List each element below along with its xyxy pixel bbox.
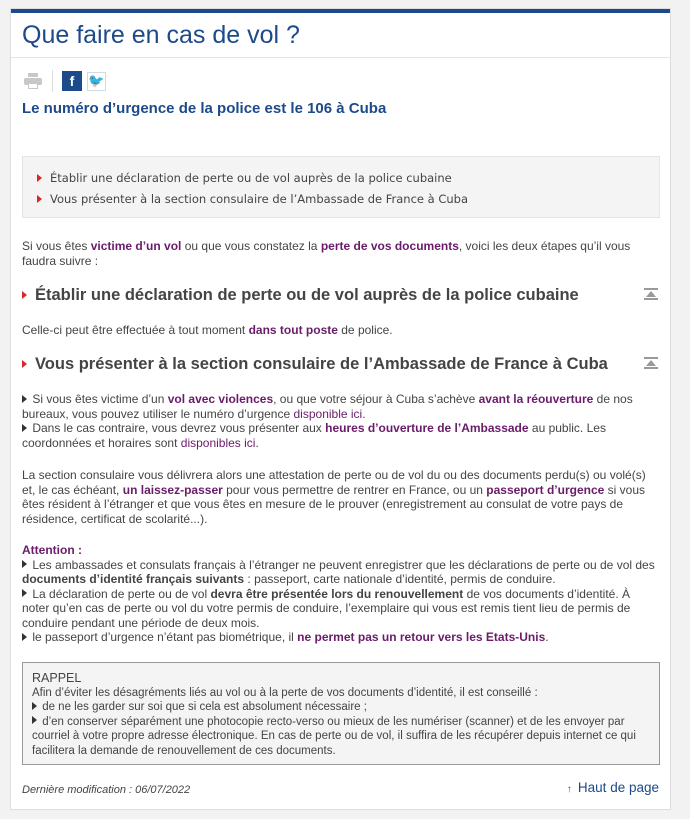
arrow-right-icon bbox=[37, 195, 42, 203]
text: de ne les garder sur soi que si cela est absolument nécessaire ; bbox=[39, 701, 367, 713]
bullet-icon bbox=[22, 395, 27, 403]
text: . bbox=[545, 630, 549, 644]
reminder-title: RAPPEL bbox=[32, 671, 82, 685]
link-violent-theft[interactable]: vol avec violences bbox=[167, 392, 274, 406]
text: au public. Les coordonnées et horaires sont bbox=[22, 421, 606, 450]
text: , ou que votre séjour à Cuba s’achève bbox=[273, 392, 479, 406]
link-victim[interactable]: victime d’un vol bbox=[90, 239, 182, 253]
bullet-icon bbox=[22, 633, 27, 641]
intro-paragraph bbox=[22, 239, 658, 268]
link-emergency-number[interactable]: disponible ici bbox=[293, 406, 363, 421]
list-item bbox=[22, 558, 658, 587]
text: d’en conserver séparément une photocopie recto-verso ou mieux de les numériser (scanner) et de les envoyer par courriel à votre propre adresse électronique. En cas de perte ou de vol, il suffira de les récupérer depuis internet ce qui facilitera la demande de renouvellement de ces documents. bbox=[32, 715, 636, 757]
twitter-icon[interactable]: 🐦 bbox=[87, 72, 106, 91]
text: La déclaration de perte ou de vol bbox=[29, 586, 211, 601]
print-icon[interactable] bbox=[24, 73, 42, 89]
bullet-icon bbox=[22, 560, 27, 568]
text: , voici les deux étapes qu’il vous faudra suivre : bbox=[22, 239, 631, 268]
text: si vous êtes résident à l’étranger et que vous êtes en mesure de le prouver (enregistrement au consulat de votre pays de résidence, certificat de scolarité...). bbox=[22, 482, 645, 526]
back-to-top-label: Haut de page bbox=[577, 780, 659, 795]
list-item bbox=[32, 715, 650, 759]
arrow-up-icon: ↑ bbox=[566, 784, 572, 795]
bullet-icon bbox=[32, 702, 37, 710]
text: Si vous êtes bbox=[22, 239, 91, 253]
section2-bullets bbox=[22, 392, 658, 450]
reminder-intro: Afin d’éviter les désagréments liés au vol ou à la perte de vos documents d’identité, il est conseillé : bbox=[32, 686, 538, 699]
link-emergency-passport[interactable]: passeport d’urgence bbox=[486, 482, 605, 497]
link-laissez-passer[interactable]: un laissez-passer bbox=[122, 482, 223, 497]
text: Dans le cas contraire, vous devrez vous présenter aux bbox=[29, 421, 326, 435]
section-heading-consulate[interactable] bbox=[22, 353, 658, 375]
section-title: Établir une déclaration de perte ou de vol auprès de la police cubaine bbox=[35, 286, 579, 304]
text: Les ambassades et consulats français à l’étranger ne peuvent enregistrer que les déclarations de perte ou de vol des bbox=[29, 557, 655, 572]
attention-block bbox=[22, 543, 658, 645]
link-no-us-return[interactable]: ne permet pas un retour vers les Etats-Unis bbox=[297, 630, 546, 644]
bullet-icon bbox=[22, 424, 27, 432]
list-item bbox=[22, 630, 658, 645]
share-bar bbox=[24, 69, 106, 93]
arrow-right-icon bbox=[37, 174, 42, 182]
section1-text bbox=[22, 323, 658, 338]
bullet-icon bbox=[32, 716, 37, 724]
list-item bbox=[22, 392, 658, 421]
toc-item-consulate[interactable] bbox=[37, 189, 659, 210]
list-item bbox=[22, 587, 658, 631]
collapse-icon[interactable] bbox=[644, 288, 658, 300]
toc-item-label: Vous présenter à la section consulaire de l’Ambassade de France à Cuba bbox=[50, 192, 469, 206]
article-card bbox=[11, 9, 670, 809]
toc-item-declaration[interactable] bbox=[37, 168, 659, 189]
link-police-station[interactable]: dans tout poste bbox=[248, 323, 338, 337]
link-lost-documents[interactable]: perte de vos documents bbox=[320, 239, 459, 253]
text: de police. bbox=[337, 323, 393, 337]
toc-item-label: Établir une déclaration de perte ou de vol auprès de la police cubaine bbox=[50, 171, 452, 185]
attention-label: Attention : bbox=[22, 543, 82, 557]
back-to-top-link[interactable] bbox=[567, 780, 659, 795]
link-opening-hours[interactable]: heures d’ouverture de l’Ambassade bbox=[325, 421, 529, 435]
title-bar bbox=[11, 13, 670, 58]
bullet-icon bbox=[22, 589, 27, 597]
text: ou que vous constatez la bbox=[181, 239, 321, 253]
text: pour vous permettre de rentrer en France, ou un bbox=[222, 482, 487, 497]
section-heading-declaration[interactable] bbox=[22, 284, 658, 306]
facebook-icon[interactable]: f bbox=[62, 71, 82, 91]
text: La section consulaire vous délivrera alors une attestation de perte ou de vol du ou des documents perdu(s) ou volé(s) et, le cas échéant, bbox=[22, 468, 646, 497]
arrow-right-icon bbox=[22, 291, 27, 299]
last-modified: Dernière modification : 06/07/2022 bbox=[22, 784, 191, 796]
table-of-contents bbox=[22, 156, 660, 218]
arrow-right-icon bbox=[22, 360, 27, 368]
text: . bbox=[362, 406, 366, 421]
reminder-box bbox=[22, 662, 660, 765]
emergency-number-heading: Le numéro d’urgence de la police est le 106 à Cuba bbox=[22, 100, 387, 117]
collapse-icon[interactable] bbox=[644, 357, 658, 369]
text: Si vous êtes victime d’un bbox=[29, 392, 168, 406]
page-title: Que faire en cas de vol ? bbox=[22, 21, 300, 49]
section2-paragraph bbox=[22, 468, 658, 526]
text: : passeport, carte nationale d’identité, permis de conduire. bbox=[244, 572, 556, 586]
text: de nos bureaux, vous pouvez utiliser le numéro d’urgence bbox=[22, 392, 633, 421]
list-item bbox=[22, 421, 658, 450]
divider bbox=[52, 70, 53, 92]
link-contact-info[interactable]: disponibles ici bbox=[180, 435, 256, 450]
text: . bbox=[255, 435, 259, 450]
emphasis: documents d’identité français suivants bbox=[22, 572, 245, 586]
link-reopening[interactable]: avant la réouverture bbox=[478, 392, 594, 406]
text: Celle-ci peut être effectuée à tout moment bbox=[22, 323, 249, 337]
section-title: Vous présenter à la section consulaire de l’Ambassade de France à Cuba bbox=[35, 355, 608, 373]
text: de vos documents d’identité. À noter qu’en cas de perte ou vol du votre permis de conduire, l’exemplaire qui vous est remis tient lieu de permis de conduire pendant une période de deux mois. bbox=[22, 586, 631, 630]
text: le passeport d’urgence n’étant pas biométrique, il bbox=[29, 630, 298, 644]
emphasis: devra être présentée lors du renouvellement bbox=[210, 586, 464, 601]
list-item bbox=[32, 700, 650, 715]
